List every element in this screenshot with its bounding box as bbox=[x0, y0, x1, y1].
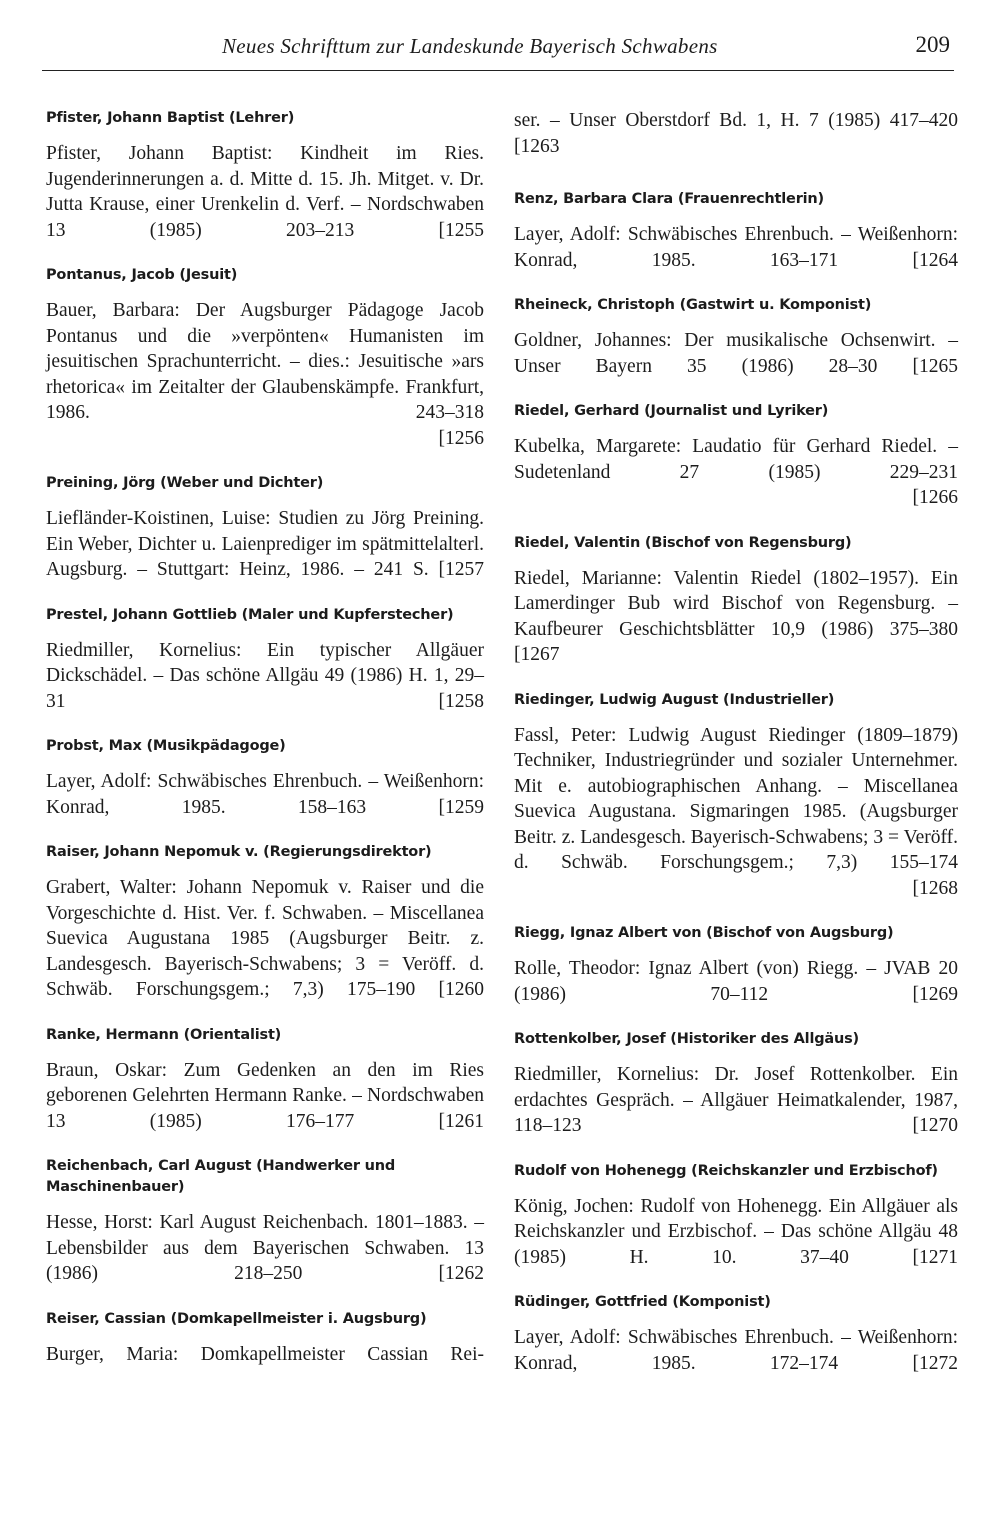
entry-citation: Braun, Oskar: Zum Gedenken an den im Ries geborenen Gelehrten Hermann Ranke. – Nordschwaben 13 (1985) 176–177 [1261 bbox=[46, 1059, 484, 1132]
entry-heading: Reiser, Cassian (Domkapellmeister i. Augsburg) bbox=[46, 1310, 427, 1327]
bibliography-entry bbox=[46, 265, 484, 451]
bibliography-entry bbox=[46, 1156, 484, 1287]
entry-heading: Prestel, Johann Gottlieb (Maler und Kupferstecher) bbox=[46, 606, 454, 623]
bibliography-entry-continued bbox=[514, 108, 958, 159]
bibliography-entry bbox=[514, 1161, 958, 1271]
entry-citation: Fassl, Peter: Ludwig August Riedinger (1809–1879) Techniker, Industriegründer und sozialer Unternehmer. Mit e. autobiographischen Anhang. – Miscellanea Suevica Augustana. Sigmaringen 1985. (Augsburger Beitr. z. Landesgesch. Bayerisch-Schwabens; 3 = Veröff. d. Schwäb. Forschungsgem.; 7,3) 155–174 bbox=[514, 724, 958, 873]
entry-citation: Grabert, Walter: Johann Nepomuk v. Raiser und die Vorgeschichte d. Hist. Ver. f. Schwaben. – Miscellanea Suevica Augustana 1985 (Augsburger Beitr. z. Landesgesch. Bayerisch-Schwabens; 3 = Veröff. d. Schwäb. Forschungsgem.; 7,3) 175–190 [1260 bbox=[46, 877, 484, 1000]
running-header bbox=[42, 32, 954, 71]
entry-heading: Pfister, Johann Baptist (Lehrer) bbox=[46, 110, 295, 126]
entry-number: [1256 bbox=[438, 427, 484, 449]
entry-citation: Bauer, Barbara: Der Augsburger Pädagoge Jacob Pontanus und die »verpönten« Humanisten im jesuitischen Sprachunterricht. – dies.: Jesuitische »ars rhetorica« im Zeitalter der Glaubenskämpfe. Frankfurt, 1986. 243–318 bbox=[46, 300, 484, 423]
entry-heading: Pontanus, Jacob (Jesuit) bbox=[46, 267, 238, 283]
entry-heading: Raiser, Johann Nepomuk v. (Regierungsdirektor) bbox=[46, 844, 432, 860]
right-column bbox=[514, 108, 958, 1398]
entry-citation: Kubelka, Margarete: Laudatio für Gerhard Riedel. – Sudetenland 27 (1985) 229–231 bbox=[514, 436, 958, 483]
entry-heading: Rottenkolber, Josef (Historiker des Allgäus) bbox=[514, 1031, 859, 1047]
bibliography-entry bbox=[46, 605, 484, 715]
entry-heading: Rüdinger, Gottfried (Komponist) bbox=[514, 1294, 771, 1310]
header-title: Neues Schrifttum zur Landeskunde Bayerisch Schwabens bbox=[222, 34, 718, 58]
entry-heading: Riedel, Gerhard (Journalist und Lyriker) bbox=[514, 403, 829, 419]
bibliography-entry bbox=[514, 1029, 958, 1139]
bibliography-entry bbox=[514, 1292, 958, 1376]
entry-citation: Rolle, Theodor: Ignaz Albert (von) Riegg. – JVAB 20 (1986) 70–112 [1269 bbox=[514, 958, 958, 1005]
bibliography-entry bbox=[514, 189, 958, 273]
entry-heading: Reichenbach, Carl August (Handwerker und Maschinenbauer) bbox=[46, 1158, 396, 1195]
entry-heading: Riedinger, Ludwig August (Industrieller) bbox=[514, 691, 835, 708]
bibliography-entry bbox=[514, 690, 958, 902]
bibliography-entry bbox=[46, 1025, 484, 1135]
entry-number: [1268 bbox=[912, 877, 958, 899]
bibliography-entry bbox=[514, 401, 958, 511]
entry-heading: Rudolf von Hohenegg (Reichskanzler und Erzbischof) bbox=[514, 1162, 938, 1179]
bibliography-entry bbox=[46, 473, 484, 583]
entry-heading: Ranke, Hermann (Orientalist) bbox=[46, 1026, 282, 1043]
entry-number: [1266 bbox=[912, 487, 958, 508]
entry-heading: Rheineck, Christoph (Gastwirt u. Komponist) bbox=[514, 297, 872, 313]
bibliography-entry bbox=[46, 1309, 484, 1368]
bibliography-entry bbox=[514, 923, 958, 1007]
bibliography-entry bbox=[46, 736, 484, 820]
entry-citation: Hesse, Horst: Karl August Reichenbach. 1801–1883. – Lebensbilder aus dem Bayerischen Schwaben. 13 (1986) 218–250 [1262 bbox=[46, 1212, 484, 1284]
entry-heading: Probst, Max (Musikpädagoge) bbox=[46, 738, 286, 754]
entry-citation: Goldner, Johannes: Der musikalische Ochsenwirt. – Unser Bayern 35 (1986) 28–30 [1265 bbox=[514, 330, 958, 377]
entry-citation: Liefländer-Koistinen, Luise: Studien zu Jörg Preining. Ein Weber, Dichter u. Laienprediger im spätmittelalterl. Augsburg. – Stuttgart: Heinz, 1986. – 241 S. [1257 bbox=[46, 508, 484, 580]
entry-citation: Layer, Adolf: Schwäbisches Ehrenbuch. – Weißenhorn: Konrad, 1985. 172–174 [1272 bbox=[514, 1327, 958, 1374]
left-column bbox=[46, 108, 484, 1389]
entry-citation: Riedmiller, Kornelius: Ein typischer Allgäuer Dickschädel. – Das schöne Allgäu 49 (1986) H. 1, 29–31 [1258 bbox=[46, 639, 484, 712]
bibliography-entry bbox=[514, 533, 958, 668]
entry-heading: Riedel, Valentin (Bischof von Regensburg) bbox=[514, 534, 852, 551]
entry-heading: Riegg, Ignaz Albert von (Bischof von Augsburg) bbox=[514, 925, 894, 941]
entry-citation: ser. – Unser Oberstdorf Bd. 1, H. 7 (1985) 417–420 [1263 bbox=[514, 110, 958, 157]
page-number: 209 bbox=[915, 32, 950, 57]
entry-citation: König, Jochen: Rudolf von Hohenegg. Ein Allgäuer als Reichskanzler und Erzbischof. – Das schöne Allgäu 48 (1985) H. 10. 37–40 [1271 bbox=[514, 1195, 958, 1268]
entry-citation: Pfister, Johann Baptist: Kindheit im Ries. Jugenderinnerungen a. d. Mitte d. 15. Jh. Mitget. v. Dr. Jutta Krause, einer Urenkelin d. Verf. – Nordschwaben 13 (1985) 203–213 [1255 bbox=[46, 143, 484, 241]
entry-citation: Layer, Adolf: Schwäbisches Ehrenbuch. – Weißenhorn: Konrad, 1985. 158–163 [1259 bbox=[46, 771, 484, 818]
entry-citation: Riedel, Marianne: Valentin Riedel (1802–1957). Ein Lamerdinger Bub wird Bischof von Regensburg. – Kaufbeurer Geschichtsblätter 10,9 (1986) 375–380 [1267 bbox=[514, 567, 958, 665]
entry-heading: Renz, Barbara Clara (Frauenrechtlerin) bbox=[514, 191, 824, 207]
entry-citation: Riedmiller, Kornelius: Dr. Josef Rottenkolber. Ein erdachtes Gespräch. – Allgäuer Heimatkalender, 1987, 118–123 [1270 bbox=[514, 1064, 958, 1136]
entry-heading: Preining, Jörg (Weber und Dichter) bbox=[46, 475, 324, 491]
entry-citation: Burger, Maria: Domkapellmeister Cassian Rei- bbox=[46, 1343, 484, 1365]
bibliography-entry bbox=[46, 108, 484, 243]
bibliography-entry bbox=[46, 842, 484, 1003]
bibliography-entry bbox=[514, 295, 958, 379]
entry-citation: Layer, Adolf: Schwäbisches Ehrenbuch. – Weißenhorn: Konrad, 1985. 163–171 [1264 bbox=[514, 224, 958, 271]
